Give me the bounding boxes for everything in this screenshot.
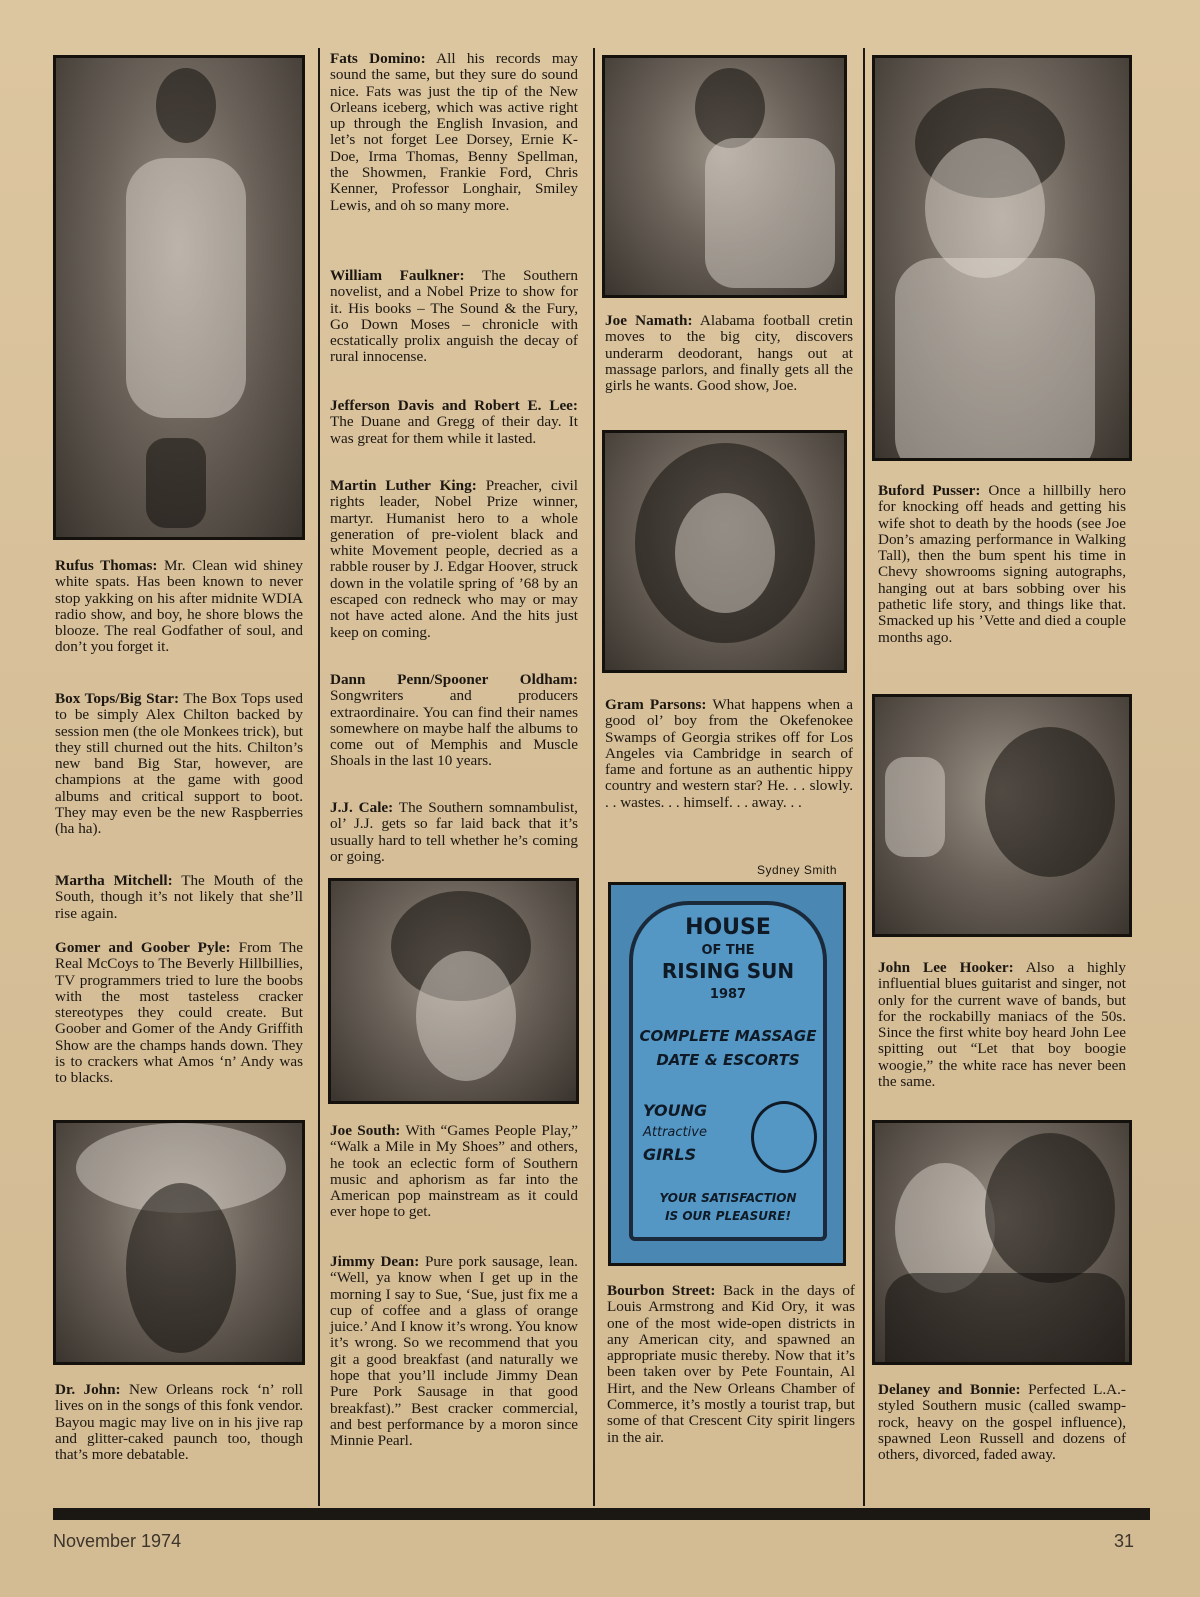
photo-gram-parsons [602, 430, 847, 673]
column-rule [593, 48, 595, 1506]
photo-bourbon-street-sign: HOUSE OF THE RISING SUN 1987 COMPLETE MASSAGE DATE & ESCORTS YOUNG Attractive GIRLS YOUR SATISFACTION IS OUR PLEASURE! [608, 882, 846, 1266]
column-rule [863, 48, 865, 1506]
photo-john-lee-hooker [872, 694, 1132, 937]
entry-dr-john: Dr. John: New Orleans rock ‘n’ roll lives on in the songs of this fonk vendor. Bayou magic may live on in his jive rap and glitter-caked paunch too, though that’s more debatable. [55, 1381, 303, 1464]
entry-davis-lee: Jefferson Davis and Robert E. Lee: The Duane and Gregg of their day. It was great for them while it lasted. [330, 397, 578, 447]
entry-jimmy-dean: Jimmy Dean: Pure pork sausage, lean. “Well, ya know when I get up in the morning I say to Sue, ‘Sue, just fix me a cup of coffee and a glass of orange juice.’ And I know it’s wrong. You know it’s wrong. So we recommend that you git a good breakfast (and naturally we hope that you’ll include Jimmy Dean Pure Pork Sausage in that good breakfast).” Best cracker commercial, and best performance by a moron since Minnie Pearl. [330, 1253, 578, 1450]
photo-joe-south [328, 878, 579, 1104]
page-number: 31 [1114, 1531, 1135, 1551]
entry-penn-oldham: Dann Penn/Spooner Oldham: Songwriters and producers extraordinaire. You can find their names somewhere on maybe half the albums to come out of Memphis and Muscle Shoals in the last 10 years. [330, 671, 578, 770]
entry-pyle: Gomer and Goober Pyle: From The Real McCoys to The Beverly Hillbillies, TV programmers tried to lure the boobs with the most tasteless cracker stereotypes they could create. But Goober and Gomer of the Andy Griffith Show are the champs hands down. They is to crackers what Amos ‘n’ Andy was to blacks. [55, 939, 304, 1087]
photo-dr-john [53, 1120, 305, 1365]
kneeling-figure-icon [751, 1101, 817, 1173]
entry-delaney-bonnie: Delaney and Bonnie: Perfected L.A.-styled Southern music (called swamp-rock, heavy on the gospel influence), spawned Leon Russell and dozens of others, divorced, faded away. [878, 1381, 1126, 1464]
photo-rufus-thomas [53, 55, 305, 540]
column-rule [318, 48, 320, 1506]
entry-rufus-thomas: Rufus Thomas: Mr. Clean wid shiney white spats. Has been known to never stop yakking on his after midnite WDIA radio show, and boy, he shore blows the blooze. The real Godfather of soul, and don’t you forget it. [55, 557, 303, 656]
entry-faulkner: William Faulkner: The Southern novelist, and a Nobel Prize to show for it. His books – The Sound & the Fury, Go Down Moses – chronicle with ecstatically prolix anguish the decay of rural innocense. [330, 267, 578, 366]
entry-joe-south: Joe South: With “Games People Play,” “Walk a Mile in My Shoes” and others, he took an eclectic form of Southern music and aphorism as far into the American pop mainstream as it could ever hope to get. [330, 1122, 578, 1221]
entry-joe-namath: Joe Namath: Alabama football cretin moves to the big city, discovers underarm deodorant, hangs out at massage parlors, and finally gets all the girls he wants. Good show, Joe. [605, 312, 854, 395]
entry-bourbon-street: Bourbon Street: Back in the days of Louis Armstrong and Kid Ory, it was one of the most wide-open districts in any American city, and spawned an appropriate music thereby. Now that it’s been taken over by Pete Fountain, Al Hirt, and the New Orleans Chamber of Commerce, it’s mostly a tourist trap, but some of that Crescent City spirit lingers in the air. [607, 1282, 855, 1446]
entry-martha-mitchell: Martha Mitchell: The Mouth of the South, though it’s not likely that she’ll rise again. [55, 872, 303, 922]
entry-gram-parsons: Gram Parsons: What happens when a good ol’ boy from the Okefenokee Swamps of Georgia strikes off for Los Angeles via Cambridge in search of fame and fortune as an authentic hippy country and western star? He. . . slowly. . . wastes. . . himself. . . away. . . [605, 696, 853, 811]
entry-box-tops: Box Tops/Big Star: The Box Tops used to be simply Alex Chilton backed by session men (the ole Monkees trick), but they still churned out the hits. Chilton’s new band Big Star, however, are champions at the game with good albums and critical support to boot. They may even be the new Raspberries (ha ha). [55, 690, 303, 838]
entry-john-lee-hooker: John Lee Hooker: Also a highly influential blues guitarist and singer, not only for the current wave of bands, but for the rockabilly maniacs of the 50s. Since the first white boy heard John Lee spitting out “Let that boy boogie woogie,” the white race has never been the same. [878, 959, 1126, 1091]
entry-jj-cale: J.J. Cale: The Southern somnambulist, ol’ J.J. gets so far laid back that it’s usually hard to tell whether he’s coming or going. [330, 799, 578, 865]
photo-joe-namath [602, 55, 847, 298]
entry-fats-domino: Fats Domino: All his records may sound the same, but they sure do sound nice. Fats was just the tip of the New Orleans iceberg, which was active right up through the English Invasion, and let’s not forget Lee Dorsey, Ernie K-Doe, Irma Thomas, Benny Spellman, the Showmen, Frankie Ford, Chris Kenner, Professor Longhair, Smiley Lewis, and oh so many more. [330, 50, 578, 214]
photo-delaney-bonnie [872, 1120, 1132, 1365]
entry-buford-pusser: Buford Pusser: Once a hillbilly hero for knocking off heads and getting his wife shot to death by the hoods (see Joe Don’s amazing performance in Walking Tall), then the bum spent his time in Chevy showrooms signing autographs, hanging out at bars sobbing over his pathetic life story, and things like that. Smacked up his ’Vette and died a couple months ago. [878, 482, 1127, 646]
entry-mlk: Martin Luther King: Preacher, civil rights leader, Nobel Prize winner, martyr. Humanist hero to a whole generation of pre-violent black and white Movement people, decried as a rabble rouser by J. Edgar Hoover, struck down in the volatile spring of ’68 by an escaped con redneck who may or may not have acted alone. And the hits just keep on coming. [330, 477, 578, 641]
footer-date: November 1974 [53, 1531, 182, 1551]
footer-rule [53, 1508, 1150, 1520]
photo-credit: Sydney Smith [757, 863, 838, 877]
photo-buford-pusser [872, 55, 1132, 461]
